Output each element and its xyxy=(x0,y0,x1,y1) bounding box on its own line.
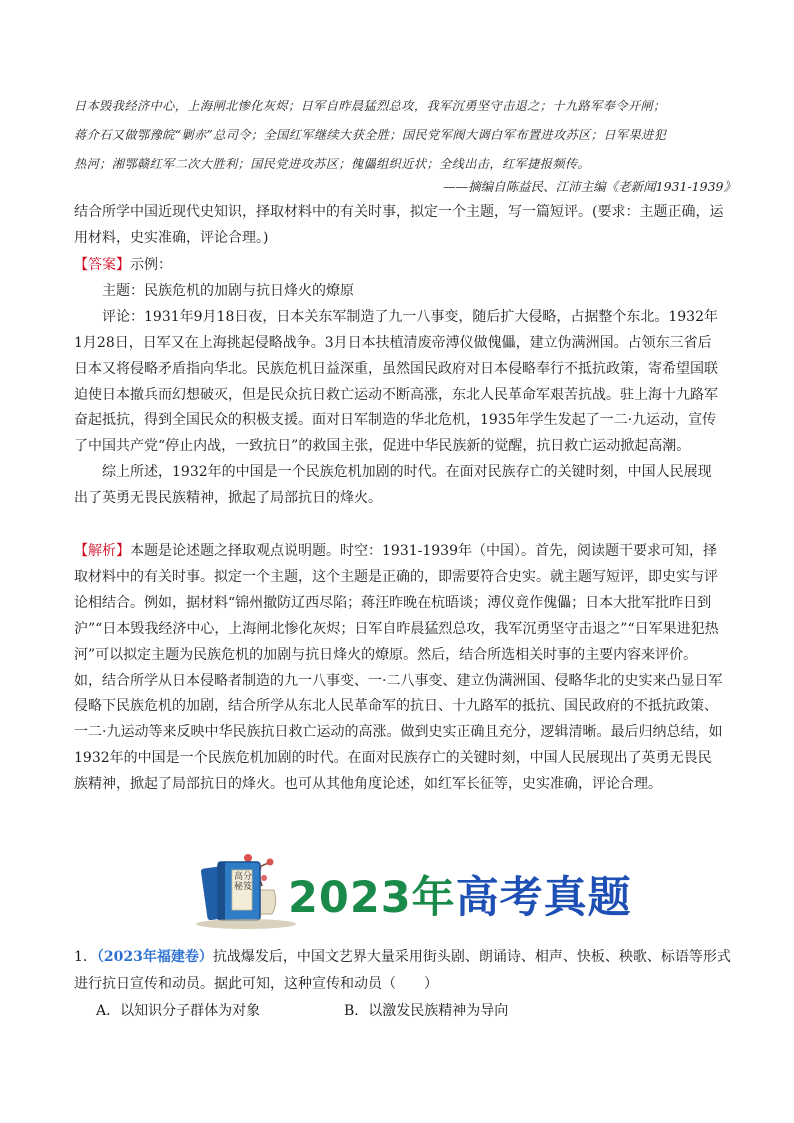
headline-line-2: 蒋介石又做鄂豫皖“剿赤”总司令；全国红军继续大获全胜；国民党军阀大调白军布置进攻苏区；日军果进犯 xyxy=(74,128,667,142)
question-number: 1． xyxy=(74,949,97,965)
question-options xyxy=(96,998,508,1024)
option-b[interactable]: B．以激发民族精神为导向 xyxy=(344,1003,509,1019)
analysis-block xyxy=(74,539,724,798)
option-a[interactable]: A．以知识分子群体为对象 xyxy=(96,1003,261,1019)
question-stem xyxy=(74,944,734,998)
analysis-tag: 【解析】 xyxy=(74,543,130,559)
question-text: 抗战爆发后，中国文艺界大量采用街头剧、朗诵诗、相声、快板、秧歌、标语等形式进行抗日宣传和动员。据此可知，这种宣传和动员（ ） xyxy=(74,949,731,992)
question-block xyxy=(74,944,734,998)
section-title-year: 2023年 xyxy=(288,873,456,923)
instruction-block xyxy=(74,200,724,252)
material-source: ——摘编自陈益民、江沛主编《老新闻1931-1939》 xyxy=(443,179,736,194)
book-cover-label: 高分秘笈 xyxy=(233,872,252,892)
answer-lead: 示例： xyxy=(130,257,172,273)
answer-tag: 【答案】 xyxy=(74,257,130,273)
headline-line-1: 日本毁我经济中心，上海闸北惨化灰烬；日军自昨晨猛烈总攻，我军沉勇坚守击退之；十九路军奉令开闸； xyxy=(74,99,666,113)
answer-comment: 评论：1931年9月18日夜，日本关东军制造了九一八事变，随后扩大侵略，占据整个东北。1932年1月28日，日军又在上海挑起侵略战争。3月日本扶植清废帝溥仪做傀儡，建立伪满洲国。占领东三省后日本又将侵略矛盾指向华北。民族危机日益深重，虽然国民政府对日本侵略奉行不抵抗政策，寄希望国联迫使日本撤兵而幻想破灭，但是民众抗日救亡运动不断高涨，东北人民革命军艰苦抗战。驻上海十九路军奋起抵抗，得到全国民众的积极支援。面对日军制造的华北危机，1935年学生发起了一二·九运动，宣传了中国共产党“停止内战，一致抗日”的救国主张，促进中华民族新的觉醒，抗日救亡运动掀起高潮。 xyxy=(74,308,718,455)
section-title-text: 高考真题 xyxy=(455,873,632,923)
answer-theme: 主题：民族危机的加剧与抗日烽火的燎原 xyxy=(102,282,354,299)
instruction-text: 结合所学中国近现代史知识，择取材料中的有关时事，拟定一个主题，写一篇短评。(要求：主题正确，运用材料，史实准确，评论合理。) xyxy=(74,204,724,246)
answer-block xyxy=(74,253,724,512)
question-source: （2023年福建卷） xyxy=(96,949,213,965)
newspaper-headlines xyxy=(74,92,734,179)
answer-summary: 综上所述，1932年的中国是一个民族危机加剧的时代。在面对民族存亡的关键时刻，中国人民展现出了英勇无畏民族精神，掀起了局部抗日的烽火。 xyxy=(74,464,712,507)
answer-heading xyxy=(74,253,724,279)
analysis-paragraph xyxy=(74,539,724,798)
headline-line-3: 热河；湘鄂赣红军二次大胜利；国民党进攻苏区；傀儡组织近状；全线出击，红军捷报频传。 xyxy=(74,157,591,171)
section-title xyxy=(288,864,632,925)
analysis-text: 本题是论述题之择取观点说明题。时空：1931-1939年（中国）。首先，阅读题干要求可知，择取材料中的有关时事。拟定一个主题，这个主题是正确的，即需要符合史实。就主题写短评，即史实与评论相结合。例如，据材料“锦州撤防辽西尽陷；蒋汪昨晚在杭晤谈；溥仪竟作傀儡；日本大批军批昨日到沪”“日本毁我经济中心，上海闸北惨化灰烬；日军自昨晨猛烈总攻，我军沉勇坚守击退之”“日军果进犯热河”可以拟定主题为民族危机的加剧与抗日烽火的燎原。然后，结合所选相关时事的主要内容来评价。如，结合所学从日本侵略者制造的九一八事变、一·二八事变、建立伪满洲国、侵略华北的史实来凸显日军侵略下民族危机的加剧，结合所学从东北人民革命军的抗日、十九路军的抵抗、国民政府的不抵抗政策、一二·九运动等来反映中华民族抗日救亡运动的高涨。做到史实正确且充分，逻辑清晰。最后归纳总结，如1932年的中国是一个民族危机加剧的时代。在面对民族存亡的关键时刻，中国人民展现出了英勇无畏民族精神，掀起了局部抗日的烽火。也可从其他角度论述，如红军长征等，史实准确，评论合理。 xyxy=(74,543,723,793)
